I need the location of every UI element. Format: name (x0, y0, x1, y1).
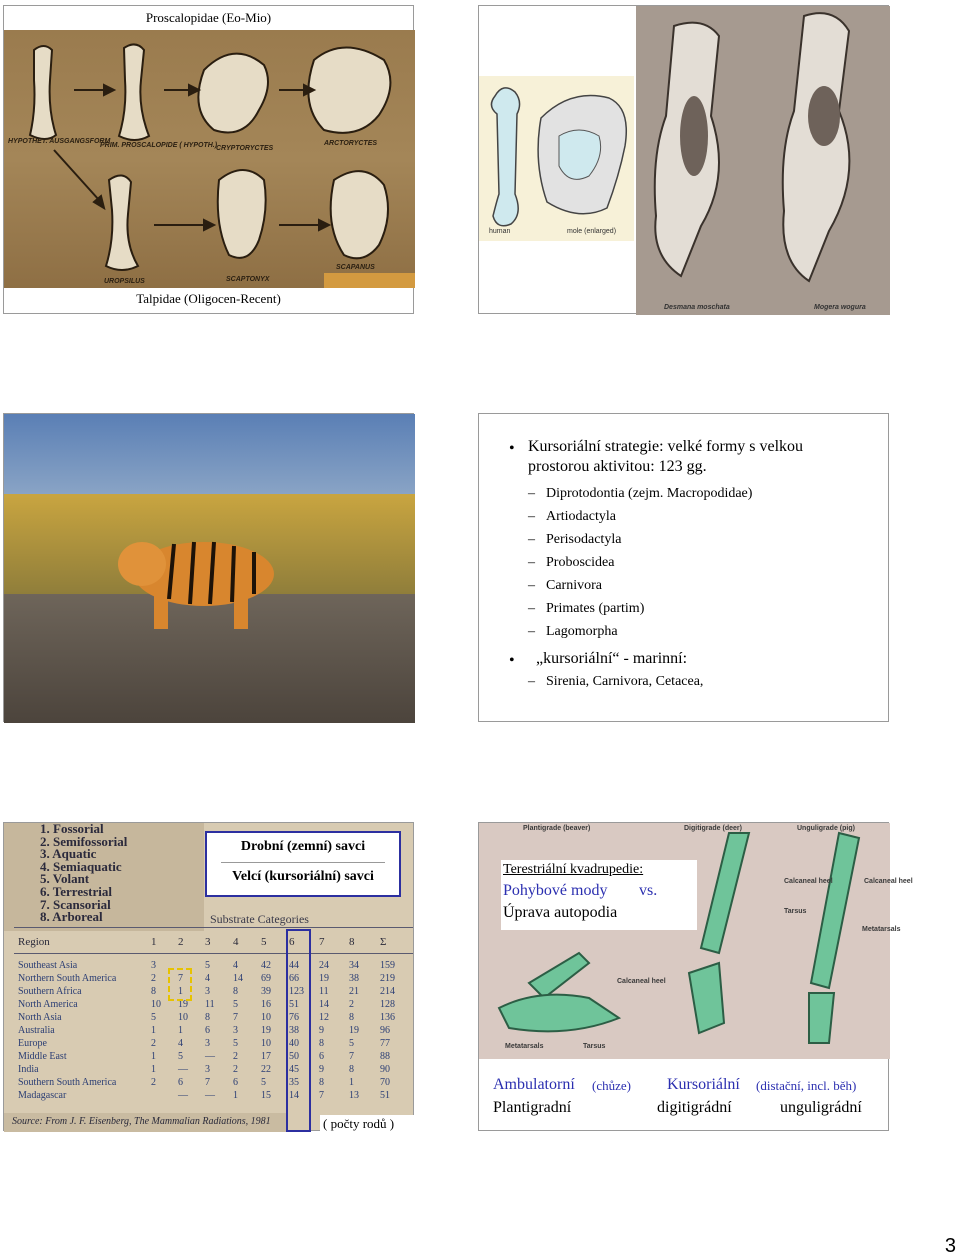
slide-tiger-photo (3, 413, 414, 722)
item-lagomorpha: – Lagomorpha (546, 624, 618, 640)
table-value-cell: 34 (349, 960, 359, 971)
table-value-cell: 8 (205, 1012, 210, 1023)
table-header-cell: Region (18, 936, 50, 948)
label-unguligrade: unguligrádní (780, 1099, 862, 1116)
table-value-cell: 21 (349, 986, 359, 997)
table-region-cell: Southeast Asia (18, 960, 78, 971)
slide1-top-caption: Proscalopidae (Eo-Mio) (145, 10, 272, 25)
substrate-label: Substrate Categories (210, 912, 309, 926)
label-mogera: Mogera wogura (814, 304, 866, 311)
slide1-bottom-caption: Talpidae (Oligocen-Recent) (136, 291, 281, 306)
label-hypothet: HYPOTHET. AUSGANGSFORM (8, 138, 111, 145)
label-tarsus-2: Tarsus (583, 1043, 606, 1050)
humerus-drawings (4, 30, 415, 288)
table-value-cell: 76 (289, 1012, 299, 1023)
title-modes: Pohybové mody (503, 882, 608, 899)
table-value-cell: 214 (380, 986, 395, 997)
table-value-cell: 6 (319, 1051, 324, 1062)
label-prim-proscalopide: PRIM. PROSCALOPIDE ( HYPOTH.) (100, 142, 218, 149)
label-cryptoryctes: CRYPTORYCTES (216, 145, 274, 152)
table-region-cell: India (18, 1064, 39, 1075)
table-value-cell: 77 (380, 1038, 390, 1049)
label-ambulatory-sub: (chůze) (592, 1078, 631, 1093)
table-value-cell: 14 (289, 1090, 299, 1101)
category-5: 5. Volant (40, 871, 90, 887)
table-value-cell: 1 (151, 1064, 156, 1075)
table-value-cell: 1 (151, 1051, 156, 1062)
highlight-strip (324, 273, 415, 288)
item-diprotodontia: – Diprotodontia (zejm. Macropodidae) (546, 486, 752, 502)
table-header-cell: 6 (289, 936, 295, 948)
table-value-cell: — (205, 1051, 215, 1062)
table-source: Source: From J. F. Eisenberg, The Mammalian Radiations, 1981 (12, 1116, 271, 1127)
table-value-cell: 5 (151, 1012, 156, 1023)
table-value-cell: — (178, 1064, 188, 1075)
table-value-cell: 10 (151, 999, 161, 1010)
table-value-cell: 8 (319, 1038, 324, 1049)
table-value-cell: 7 (349, 1051, 354, 1062)
table-header-cell: 3 (205, 936, 211, 948)
skeleton-drawings (479, 6, 890, 315)
table-value-cell: 1 (178, 1025, 183, 1036)
title-vs: vs. (639, 882, 658, 899)
table-value-cell: — (205, 1090, 215, 1101)
table-value-cell: 9 (319, 1025, 324, 1036)
table-region-cell: Australia (18, 1025, 55, 1036)
item-artiodactyla: – Artiodactyla (546, 509, 616, 525)
table-value-cell: 51 (289, 999, 299, 1010)
bullet1-text: Kursoriální strategie: velké formy s velkou (528, 438, 804, 455)
table-value-cell: 40 (289, 1038, 299, 1049)
table-value-cell: 6 (205, 1025, 210, 1036)
tiger-photo (4, 414, 415, 723)
table-value-cell: 5 (261, 1077, 266, 1088)
foot-skeleton-photo (479, 823, 913, 1059)
table-value-cell: 4 (178, 1038, 183, 1049)
label-metatarsals-2: Metatarsals (505, 1043, 544, 1050)
label-plantigrade: Plantigradní (493, 1099, 572, 1116)
table-header-cell: 4 (233, 936, 239, 948)
label-scapanus: SCAPANUS (336, 264, 375, 271)
table-value-cell: 11 (319, 986, 329, 997)
table-value-cell: 1 (233, 1090, 238, 1101)
table-header-cell: 1 (151, 936, 157, 948)
table-value-cell: 10 (261, 1012, 271, 1023)
table-region-cell: Middle East (18, 1051, 67, 1062)
table-value-cell: 8 (349, 1012, 354, 1023)
label-arctoryctes: ARCTORYCTES (324, 140, 378, 147)
table-value-cell: 8 (233, 986, 238, 997)
table-value-cell: 11 (205, 999, 215, 1010)
table-value-cell: 2 (151, 1077, 156, 1088)
label-scaptonyx: SCAPTONYX (226, 276, 270, 283)
box-line-small: Drobní (zemní) savci (240, 839, 366, 854)
table-region-cell: North America (18, 999, 78, 1010)
table-value-cell: 50 (289, 1051, 299, 1062)
title-autopodium: Úprava autopodia (503, 904, 618, 921)
slide-cursorial-strategy (478, 413, 889, 722)
table-value-cell: 90 (380, 1064, 390, 1075)
item-proboscidea: – Proboscidea (546, 555, 614, 571)
title-terrestrial: Terestriální kvadrupedie: (503, 862, 644, 877)
table-value-cell: 15 (261, 1090, 271, 1101)
table-header-cell: Σ (380, 936, 387, 948)
item-marine: – Sirenia, Carnivora, Cetacea, (546, 674, 703, 690)
label-calcaneal-heel-2: Calcaneal heel (864, 878, 913, 885)
table-value-cell: 19 (261, 1025, 271, 1036)
title-box (501, 860, 697, 930)
table-note: ( počty rodů ) (323, 1116, 395, 1131)
highlight-cell-box (168, 968, 192, 1001)
table-value-cell: 38 (349, 973, 359, 984)
size-box (205, 831, 401, 897)
table-value-cell: 69 (261, 973, 271, 984)
table-value-cell: 44 (289, 960, 299, 971)
table-value-cell: 5 (349, 1038, 354, 1049)
table-value-cell: 12 (319, 1012, 329, 1023)
table-header-cell: 2 (178, 936, 184, 948)
table-value-cell: 8 (151, 986, 156, 997)
label-tarsus-1: Tarsus (784, 908, 807, 915)
table-header-cell: 5 (261, 936, 267, 948)
label-mole: mole (enlarged) (567, 228, 617, 235)
table-value-cell: 45 (289, 1064, 299, 1075)
category-3: 3. Aquatic (40, 846, 97, 862)
label-cursorial-sub: (distační, incl. běh) (756, 1078, 857, 1093)
table-value-cell: 14 (233, 973, 243, 984)
table-value-cell: 5 (233, 999, 238, 1010)
table-value-cell: 128 (380, 999, 395, 1010)
item-carnivora: – Carnivora (546, 578, 602, 594)
table-value-cell: 39 (261, 986, 271, 997)
table-value-cell: 3 (233, 1025, 238, 1036)
table-value-cell: 96 (380, 1025, 390, 1036)
table-value-cell: 7 (233, 1012, 238, 1023)
label-metatarsals-1: Metatarsals (862, 926, 901, 933)
table-value-cell: 38 (289, 1025, 299, 1036)
label-ambulatory: Ambulatorní (493, 1076, 575, 1093)
slide-proscalopidae (3, 5, 414, 314)
box-line-large: Velcí (kursoriální) savci (232, 869, 374, 884)
table-value-cell: 4 (233, 960, 238, 971)
page-number: 3 (944, 1235, 956, 1257)
table-value-cell: 16 (261, 999, 271, 1010)
table-value-cell: 22 (261, 1064, 271, 1075)
table-value-cell: 14 (319, 999, 329, 1010)
table-value-cell: 136 (380, 1012, 395, 1023)
slide-skeleton-comparison (478, 5, 889, 314)
table-value-cell: 123 (289, 986, 304, 997)
table-value-cell: 88 (380, 1051, 390, 1062)
slide-locomotion-modes (478, 822, 913, 1131)
slide-substrate-table (3, 822, 414, 1131)
table-region-cell: Madagascar (18, 1090, 67, 1101)
table-region-cell: Europe (18, 1038, 47, 1049)
label-unguligrade-pig: Unguligrade (pig) (797, 825, 855, 832)
table-value-cell: 7 (319, 1090, 324, 1101)
table-value-cell: — (178, 1090, 188, 1101)
table-value-cell: 3 (151, 960, 156, 971)
table-value-cell: 66 (289, 973, 299, 984)
item-perisodactyla: – Perisodactyla (546, 532, 621, 548)
table-value-cell: 1 (151, 1025, 156, 1036)
label-human: human (489, 228, 511, 235)
table-value-cell: 8 (349, 1064, 354, 1075)
category-list (40, 823, 127, 924)
table-value-cell: 70 (380, 1077, 390, 1088)
table-value-cell: 9 (319, 1064, 324, 1075)
category-1: 1. Fossorial (40, 821, 104, 836)
category-2: 2. Semifossorial (40, 833, 128, 849)
table-header-cell: 8 (349, 936, 355, 948)
table-value-cell: 3 (205, 1038, 210, 1049)
table-value-cell: 5 (178, 1051, 183, 1062)
table-region-cell: Northern South America (18, 973, 117, 984)
table-value-cell: 5 (233, 1038, 238, 1049)
table-value-cell: 35 (289, 1077, 299, 1088)
table-region-cell: Southern Africa (18, 986, 82, 997)
table-value-cell: 1 (178, 986, 183, 997)
label-cursorial: Kursoriální (667, 1076, 740, 1093)
label-digitigrade-deer: Digitigrade (deer) (684, 825, 742, 832)
table-value-cell: 1 (349, 1077, 354, 1088)
table-value-cell: 5 (205, 960, 210, 971)
bullet-dot-2: • (509, 652, 515, 669)
table-value-cell: 51 (380, 1090, 390, 1101)
label-plantigrade-beaver: Plantigrade (beaver) (523, 825, 591, 832)
table-value-cell: 19 (319, 973, 329, 984)
table-value-cell: 3 (205, 1064, 210, 1075)
bullet2-text: „kursoriální“ - marinní: (536, 650, 688, 667)
category-4: 4. Semiaquatic (40, 858, 122, 874)
table-value-cell: 42 (261, 960, 271, 971)
bone-illustration-photo (4, 30, 415, 288)
table-value-cell: 10 (178, 1012, 188, 1023)
bullet-dot-1: • (509, 440, 515, 457)
table-value-cell: 2 (151, 973, 156, 984)
table-value-cell: 4 (205, 973, 210, 984)
item-primates: – Primates (partim) (546, 601, 644, 617)
table-value-cell: 3 (205, 986, 210, 997)
category-8: 8. Arboreal (40, 909, 103, 925)
table-value-cell: 2 (349, 999, 354, 1010)
table-value-cell: 19 (349, 1025, 359, 1036)
table-value-cell: 19 (178, 999, 188, 1010)
label-calcaneal-heel-3: Calcaneal heel (617, 978, 666, 985)
table-value-cell: 2 (151, 1038, 156, 1049)
table-value-cell: 24 (319, 960, 329, 971)
table-value-cell: 10 (261, 1038, 271, 1049)
table-header-cell: 7 (319, 936, 325, 948)
table-value-cell: 6 (233, 1077, 238, 1088)
table-value-cell: 7 (205, 1077, 210, 1088)
table-value-cell: 13 (349, 1090, 359, 1101)
table-region-cell: Southern South America (18, 1077, 117, 1088)
foot-drawings (479, 823, 890, 1059)
table-region-cell: North Asia (18, 1012, 62, 1023)
category-6: 6. Terrestrial (40, 883, 112, 899)
category-7: 7. Scansorial (40, 896, 111, 912)
table-value-cell: 6 (178, 1077, 183, 1088)
label-calcaneal-heel-1: Calcaneal heel (784, 878, 833, 885)
table-value-cell: 2 (233, 1064, 238, 1075)
table-value-cell: 159 (380, 960, 395, 971)
bullet1-continuation: prostorou aktivitou: 123 gg. (528, 458, 707, 475)
label-uropsilus: UROPSILUS (104, 278, 145, 285)
table-value-cell: 17 (261, 1051, 271, 1062)
highlight-column-6 (286, 929, 311, 1132)
label-digitigrade: digitigrádní (657, 1099, 732, 1116)
label-desmana: Desmana moschata (664, 304, 730, 311)
table-value-cell: 2 (233, 1051, 238, 1062)
table-value-cell: 8 (319, 1077, 324, 1088)
table-value-cell: 7 (178, 973, 183, 984)
table-value-cell: 219 (380, 973, 395, 984)
